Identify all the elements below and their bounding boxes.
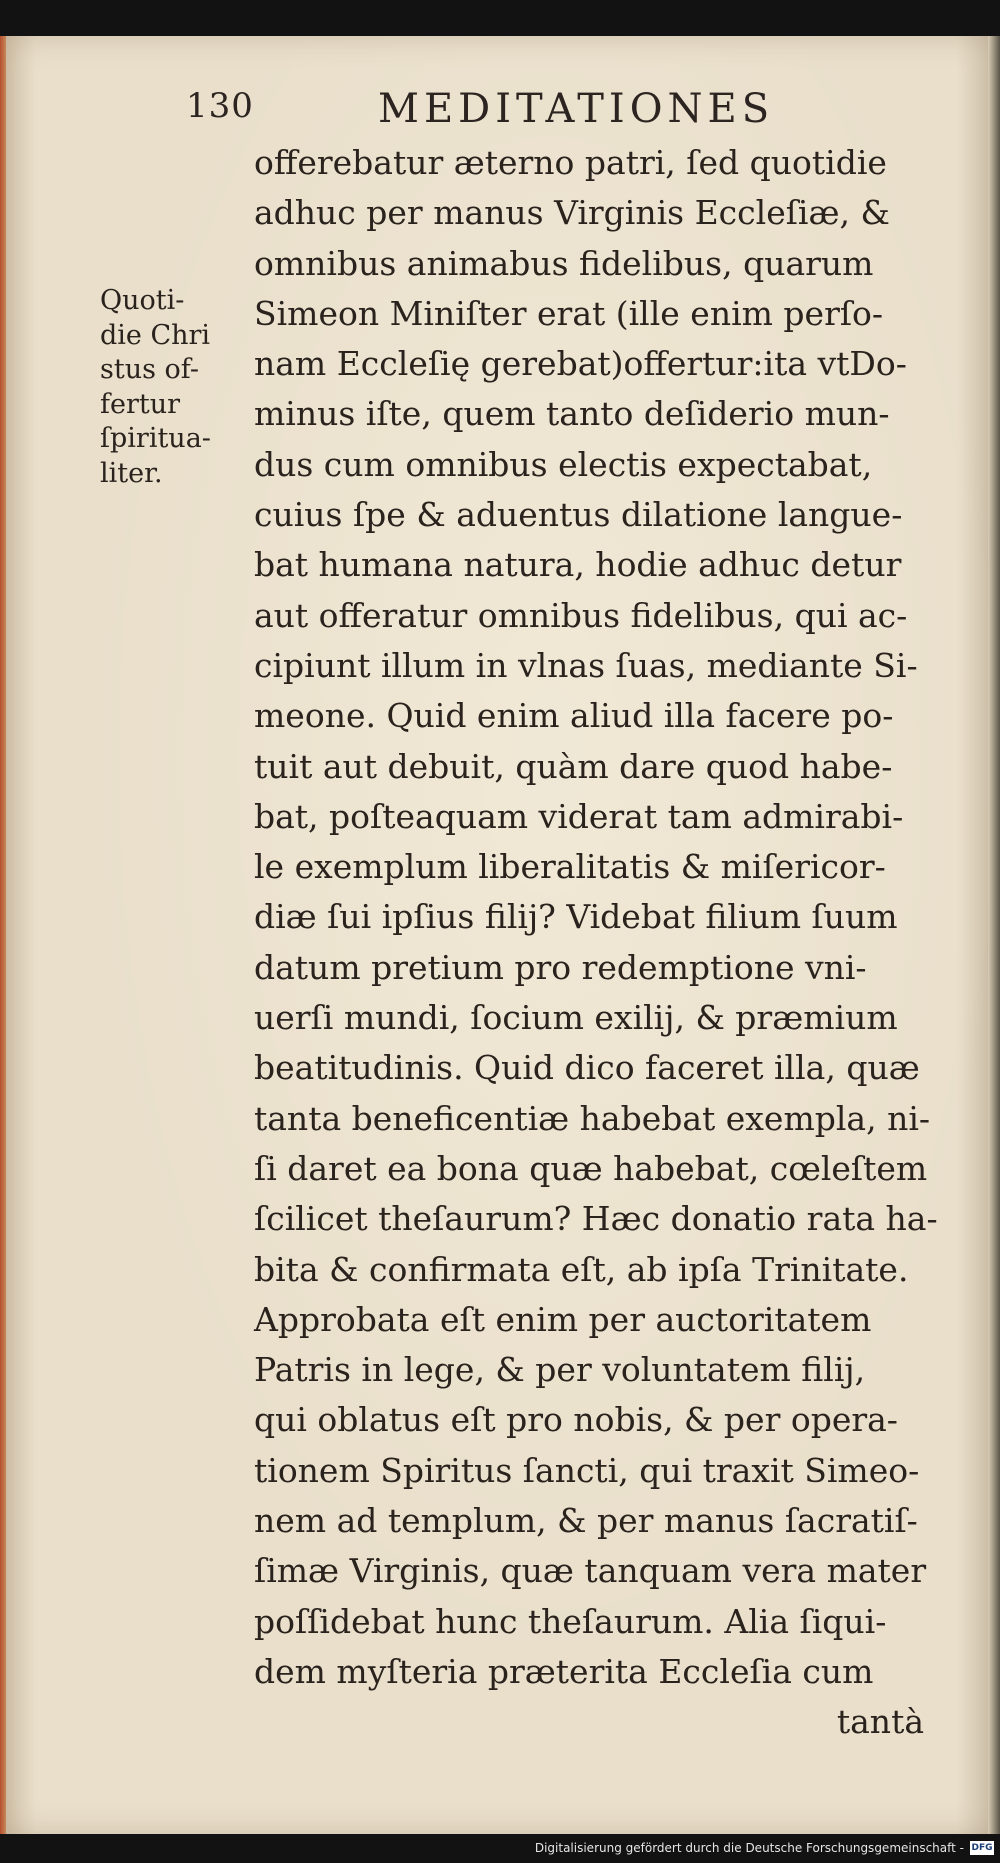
- text-line: dem myſteria præterita Eccleſia cum: [254, 1651, 874, 1691]
- text-line: offerebatur æterno patri, ſed quotidie: [254, 143, 887, 182]
- text-line: ſi daret ea bona quæ habebat, cœleſtem: [254, 1148, 928, 1188]
- text-line: uerſi mundi, ſocium exilij, & præmium: [254, 998, 898, 1038]
- text-line: tionem Spiritus ſancti, qui traxit Simeo-: [254, 1450, 920, 1490]
- text-line: nem ad templum, & per manus ſacratiſ-: [254, 1501, 918, 1541]
- text-line: cuius ſpe & aduentus dilatione langue-: [254, 495, 903, 535]
- text-line: meone. Quid enim aliud illa facere po-: [254, 696, 894, 736]
- text-line: diæ ſui ipſius filij? Videbat filium ſuum: [254, 897, 898, 937]
- text-line: le exemplum liberalitatis & miſericor-: [254, 847, 886, 887]
- page-number: 130: [186, 86, 254, 126]
- dfg-logo-icon: DFG: [971, 1843, 993, 1853]
- text-line: cipiunt illum in vlnas ſuas, mediante Si-: [254, 645, 918, 685]
- text-line: adhuc per manus Virginis Eccleſiæ, &: [254, 193, 890, 233]
- catchword: tantà: [836, 1702, 924, 1742]
- text-line: poſſidebat hunc theſaurum. Alia ſiqui-: [254, 1601, 887, 1641]
- text-line: Patris in lege, & per voluntatem filij,: [254, 1350, 866, 1390]
- text-line: datum pretium pro redemptione vni-: [254, 947, 867, 987]
- text-line: Simeon Miniſter erat (ille enim perſo-: [254, 293, 884, 333]
- running-title: MEDITATIONES: [378, 86, 775, 132]
- margin-note: [100, 284, 250, 491]
- margin-note-line: fertur: [100, 388, 181, 420]
- book-edge-right: [988, 36, 1000, 1834]
- text-line: ſcilicet theſaurum? Hæc donatio rata ha-: [254, 1199, 938, 1239]
- text-line: tuit aut debuit, quàm dare quod habe-: [254, 746, 893, 786]
- text-line: dus cum omnibus electis expectabat,: [254, 444, 873, 484]
- body-text: [254, 138, 954, 1748]
- margin-note-line: die Chri: [100, 319, 211, 351]
- text-line: minus iſte, quem tanto deſiderio mun-: [254, 394, 890, 434]
- margin-note-line: ſpiritua-: [100, 423, 211, 454]
- text-line: bat, poſteaquam viderat tam admirabi-: [254, 796, 904, 836]
- text-line: omnibus animabus fidelibus, quarum: [254, 243, 874, 283]
- credit-text: Digitalisierung gefördert durch die Deutsche Forschungsgemeinschaft -: [534, 1841, 964, 1855]
- text-line: Approbata eſt enim per auctoritatem: [254, 1299, 872, 1339]
- text-line: nam Eccleſię gerebat)offertur:ita vtDo-: [254, 344, 907, 384]
- text-line: bita & confirmata eſt, ab ipſa Trinitate.: [254, 1249, 909, 1289]
- text-line: ſimæ Virginis, quæ tanquam vera mater: [254, 1551, 927, 1591]
- text-line: qui oblatus eſt pro nobis, & per opera-: [254, 1400, 898, 1440]
- text-line: beatitudinis. Quid dico faceret illa, quæ: [254, 1048, 920, 1088]
- margin-note-line: stus of-: [100, 354, 199, 385]
- text-line: tanta beneficentiæ habebat exempla, ni-: [254, 1098, 931, 1138]
- text-line: bat humana natura, hodie adhuc detur: [254, 545, 902, 585]
- text-line: aut offeratur omnibus fidelibus, qui ac-: [254, 595, 908, 635]
- page-header: [186, 86, 816, 138]
- margin-note-line: Quoti-: [100, 285, 185, 316]
- margin-note-line: liter.: [100, 457, 163, 489]
- digitization-credit: [535, 1837, 994, 1859]
